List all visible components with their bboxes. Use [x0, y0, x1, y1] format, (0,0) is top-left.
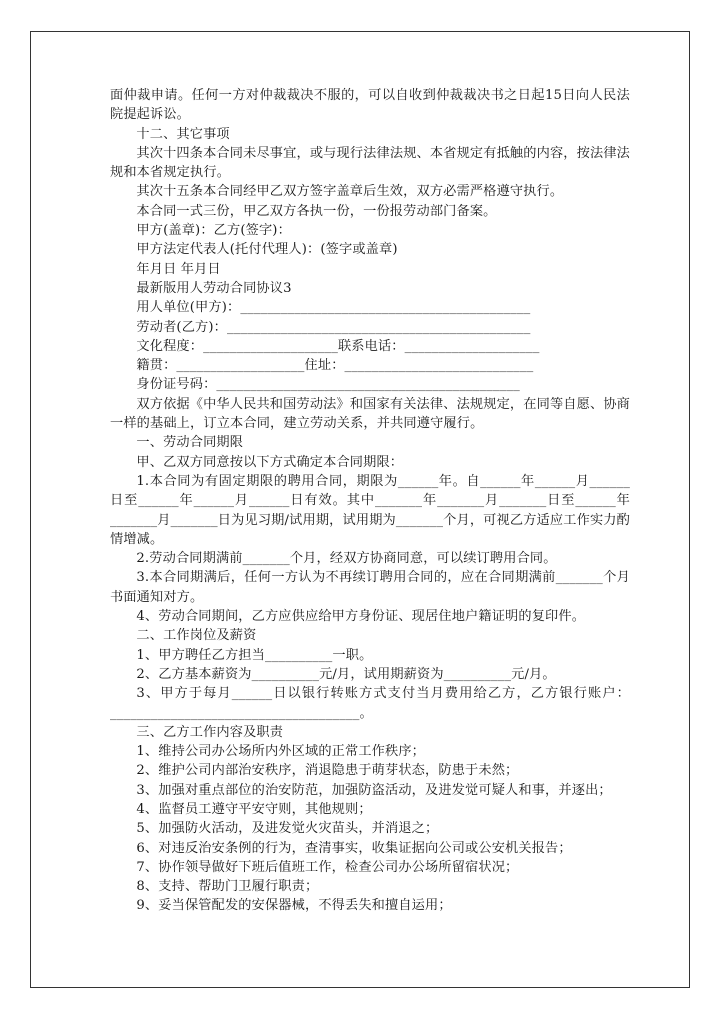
signature-line: 甲方法定代表人(托付代理人)：(签字或盖章) [136, 242, 398, 258]
clause: 4、劳动合同期间，乙方应供应给甲方身份证、现居住地户籍证明的复印件。 [136, 609, 586, 625]
list-item: 2、维护公司内部治安秩序，消退隐患于萌芽状态，防患于未然； [136, 763, 519, 779]
section-heading-other-matters: 十二、其它事项 [136, 126, 230, 142]
document-subtitle: 最新版用人劳动合同协议3 [136, 280, 292, 296]
list-item: 3、加强对重点部位的治安防范，加强防盗活动，及进发觉可疑人和事，并逐出； [136, 782, 612, 798]
paragraph: 其次十五条本合同经甲乙双方签字盖章后生效，双方必需严格遵守执行。 [136, 184, 564, 200]
list-item: 9、妥当保管配发的安保器械，不得丢失和擅自运用； [136, 898, 452, 914]
list-item: 8、支持、帮助门卫履行职责； [136, 879, 319, 895]
contract-document [110, 86, 630, 916]
list-item: 4、监督员工遵守平安守则，其他规则； [136, 801, 372, 817]
clause: 2.劳动合同期满前_______个月，经双方协商同意，可以续订聘用合同。 [136, 551, 557, 567]
form-field-employee: 劳动者(乙方)：_____________________________________________ [136, 319, 531, 335]
section-heading-duties: 三、乙方工作内容及职责 [136, 724, 284, 740]
clause: 2、乙方基本薪资为__________元/月，试用期薪资为__________元/月。 [136, 666, 556, 682]
paragraph: 本合同一式三份，甲乙双方各执一份，一份报劳动部门备案。 [136, 203, 497, 219]
list-item: 6、对违反治安条例的行为，查清事实，收集证据向公司或公安机关报告； [136, 840, 572, 856]
paragraph: 面仲裁申请。任何一方对仲裁裁决不服的，可以自收到仲裁裁决书之日起15日向人民法院提起诉讼。 [110, 88, 630, 123]
form-field-education-phone: 文化程度：____________________联系电话：____________________ [136, 338, 540, 354]
list-item: 7、协作领导做好下班后值班工作，检查公司办公场所留宿状况； [136, 859, 519, 875]
section-heading-contract-term: 一、劳动合同期限 [136, 435, 244, 451]
clause: 1、甲方聘任乙方担当__________一职。 [136, 647, 373, 663]
paragraph: 其次十四条本合同未尽事宜，或与现行法律法规、本省规定有抵触的内容，按法律法规和本省规定执行。 [110, 145, 630, 181]
clause: 3、甲方于每月______日以银行转账方式支付当月费用给乙方，乙方银行账户：_____________________________________。 [110, 686, 630, 721]
form-field-origin-address: 籍贯：___________________住址：____________________________ [136, 358, 534, 374]
form-field-id-number: 身份证号码：_____________________________________________ [136, 377, 520, 393]
clause: 3.本合同期满后，任何一方认为不再续订聘用合同的，应在合同期满前_______个月书面通知对方。 [110, 570, 630, 605]
list-item: 5、加强防火活动，及进发觉火灾苗头，并消退之； [136, 821, 439, 837]
paragraph: 双方依据《中华人民共和国劳动法》和国家有关法律、法规规定，在同等自愿、协商一样的基础上，订立本合同，建立劳动关系，并共同遵守履行。 [110, 396, 630, 432]
section-heading-position-salary: 二、工作岗位及薪资 [136, 628, 257, 644]
form-field-employer: 用人单位(甲方)：___________________________________________ [136, 300, 531, 316]
signature-line: 甲方(盖章)：乙方(签字)： [136, 223, 291, 239]
list-item: 1、维持公司办公场所内外区域的正常工作秩序； [136, 744, 426, 760]
date-line: 年月日 年月日 [136, 261, 221, 277]
clause: 1.本合同为有固定期限的聘用合同，期限为______年。自______年______月______日至______年______月______日有效。其中_______年_______月_______日至______年_______月_______日为见习期/试用期，试用期为_______个月，可视乙方适应工作实力酌情增减。 [110, 473, 630, 547]
paragraph: 甲、乙双方同意按以下方式确定本合同期限： [136, 454, 404, 470]
